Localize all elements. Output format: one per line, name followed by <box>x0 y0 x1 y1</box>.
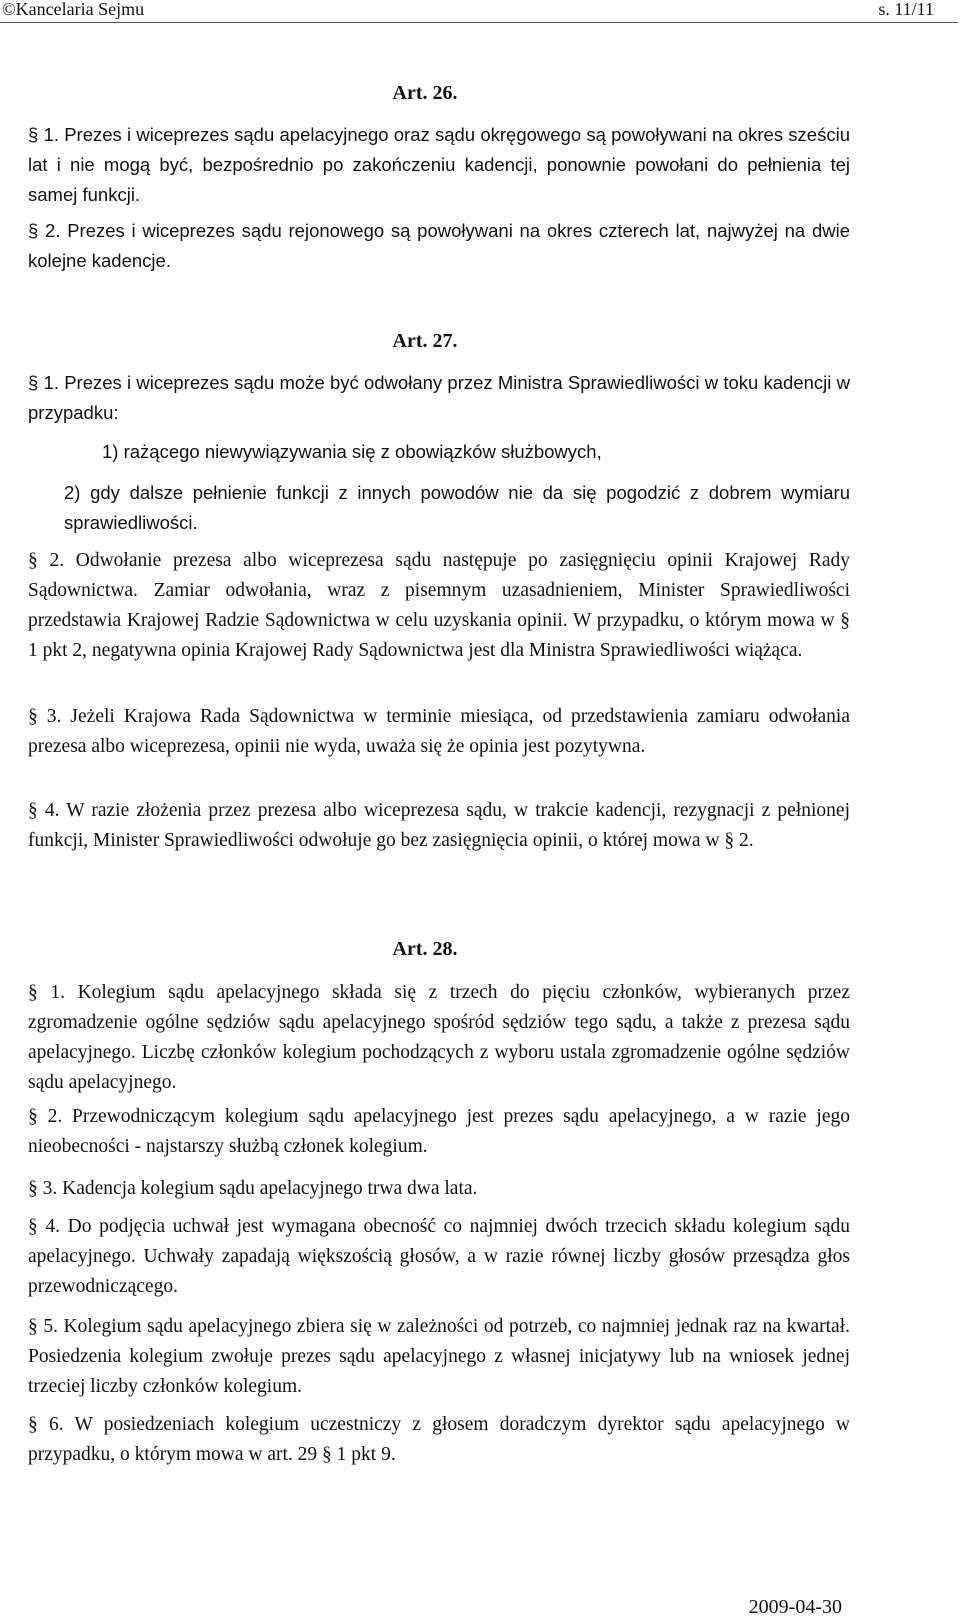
footer-date: 2009-04-30 <box>748 1596 842 1618</box>
art27-p3-text: § 3. Jeżeli Krajowa Rada Sądownictwa w terminie miesiąca, od przedstawienia zamiaru odwołania prezesa albo wiceprezesa, opinii nie wyda, uważa się że opinia jest pozytywna. <box>28 706 850 757</box>
art28-p5-text: § 5. Kolegium sądu apelacyjnego zbiera się w zależności od potrzeb, co najmniej jednak raz na kwartał. Posiedzenia kolegium zwołuje prezes sądu apelacyjnego z własnej inicjatywy lub na wniosek jednej trzeciej liczby członków kolegium. <box>28 1316 850 1397</box>
art27-p1-item-2: 2) gdy dalsze pełnienie funkcji z innych powodów nie da się pogodzić z dobrem wymiaru sprawiedliwości. <box>64 482 850 533</box>
art27-p1-item-1: 1) rażącego niewywiązywania się z obowiązków służbowych, <box>102 441 602 462</box>
art28-paragraph-1 <box>28 978 850 1098</box>
art26-paragraph-1 <box>28 120 850 210</box>
art27-p1-text: § 1. Prezes i wiceprezes sądu może być odwołany przez Ministra Sprawiedliwości w toku kadencji w przypadku: <box>28 372 850 423</box>
art28-paragraph-6 <box>28 1410 850 1470</box>
art27-paragraph-1 <box>28 368 850 428</box>
art28-p3-text: § 3. Kadencja kolegium sądu apelacyjnego trwa dwa lata. <box>28 1178 478 1199</box>
header-source: ©Kancelaria Sejmu <box>2 0 145 19</box>
page-header <box>0 0 960 22</box>
article-26-title: Art. 26. <box>392 82 458 104</box>
art28-p1-text: § 1. Kolegium sądu apelacyjnego składa się z trzech do pięciu członków, wybieranych przez zgromadzenie ogólne sędziów sądu apelacyjnego spośród sędziów tego sądu, a także z prezesa sądu apelacyjnego. Liczbę członków kolegium pochodzących z wyboru ustala zgromadzenie ogólne sędziów sądu apelacyjnego. <box>28 982 850 1093</box>
header-divider <box>0 22 958 23</box>
art27-paragraph-3 <box>28 702 850 762</box>
article-27-title: Art. 27. <box>392 330 458 352</box>
art28-p6-text: § 6. W posiedzeniach kolegium uczestniczy z głosem doradczym dyrektor sądu apelacyjnego w przypadku, o którym mowa w art. 29 § 1 pkt 9. <box>28 1414 850 1465</box>
header-page-number: s. 11/11 <box>878 0 934 19</box>
art27-p2-text: § 2. Odwołanie prezesa albo wiceprezesa sądu następuje po zasięgnięciu opinii Krajowej Rady Sądownictwa. Zamiar odwołania, wraz z pisemnym uzasadnieniem, Minister Sprawiedliwości przedstawia Krajowej Radzie Sądownictwa w celu uzyskania opinii. W przypadku, o którym mowa w § 1 pkt 2, negatywna opinia Krajowej Rady Sądownictwa jest dla Ministra Sprawiedliwości wiążąca. <box>28 550 850 661</box>
art28-paragraph-5 <box>28 1312 850 1402</box>
art26-paragraph-2 <box>28 216 850 276</box>
art26-p2-text: § 2. Prezes i wiceprezes sądu rejonowego są powoływani na okres czterech lat, najwyżej na dwie kolejne kadencje. <box>28 220 850 271</box>
art28-p2-text: § 2. Przewodniczącym kolegium sądu apelacyjnego jest prezes sądu apelacyjnego, a w razie jego nieobecności - najstarszy służbą członek kolegium. <box>28 1106 850 1157</box>
art28-paragraph-4 <box>28 1212 850 1302</box>
art27-paragraph-4 <box>28 796 850 856</box>
art26-p1-text: § 1. Prezes i wiceprezes sądu apelacyjnego oraz sądu okręgowego są powoływani na okres sześciu lat i nie mogą być, bezpośrednio po zakończeniu kadencji, ponownie powołani do pełnienia tej samej funkcji. <box>28 124 850 205</box>
art28-paragraph-3 <box>28 1174 850 1204</box>
art28-p4-text: § 4. Do podjęcia uchwał jest wymagana obecność co najmniej dwóch trzecich składu kolegium sądu apelacyjnego. Uchwały zapadają większością głosów, a w razie równej liczby głosów przesądza głos przewodniczącego. <box>28 1216 850 1297</box>
art28-paragraph-2 <box>28 1102 850 1162</box>
art27-p4-text: § 4. W razie złożenia przez prezesa albo wiceprezesa sądu, w trakcie kadencji, rezygnacji z pełnionej funkcji, Minister Sprawiedliwości odwołuje go bez zasięgnięcia opinii, o której mowa w § 2. <box>28 800 850 851</box>
article-28-title: Art. 28. <box>392 938 458 960</box>
art27-paragraph-2 <box>28 546 850 666</box>
